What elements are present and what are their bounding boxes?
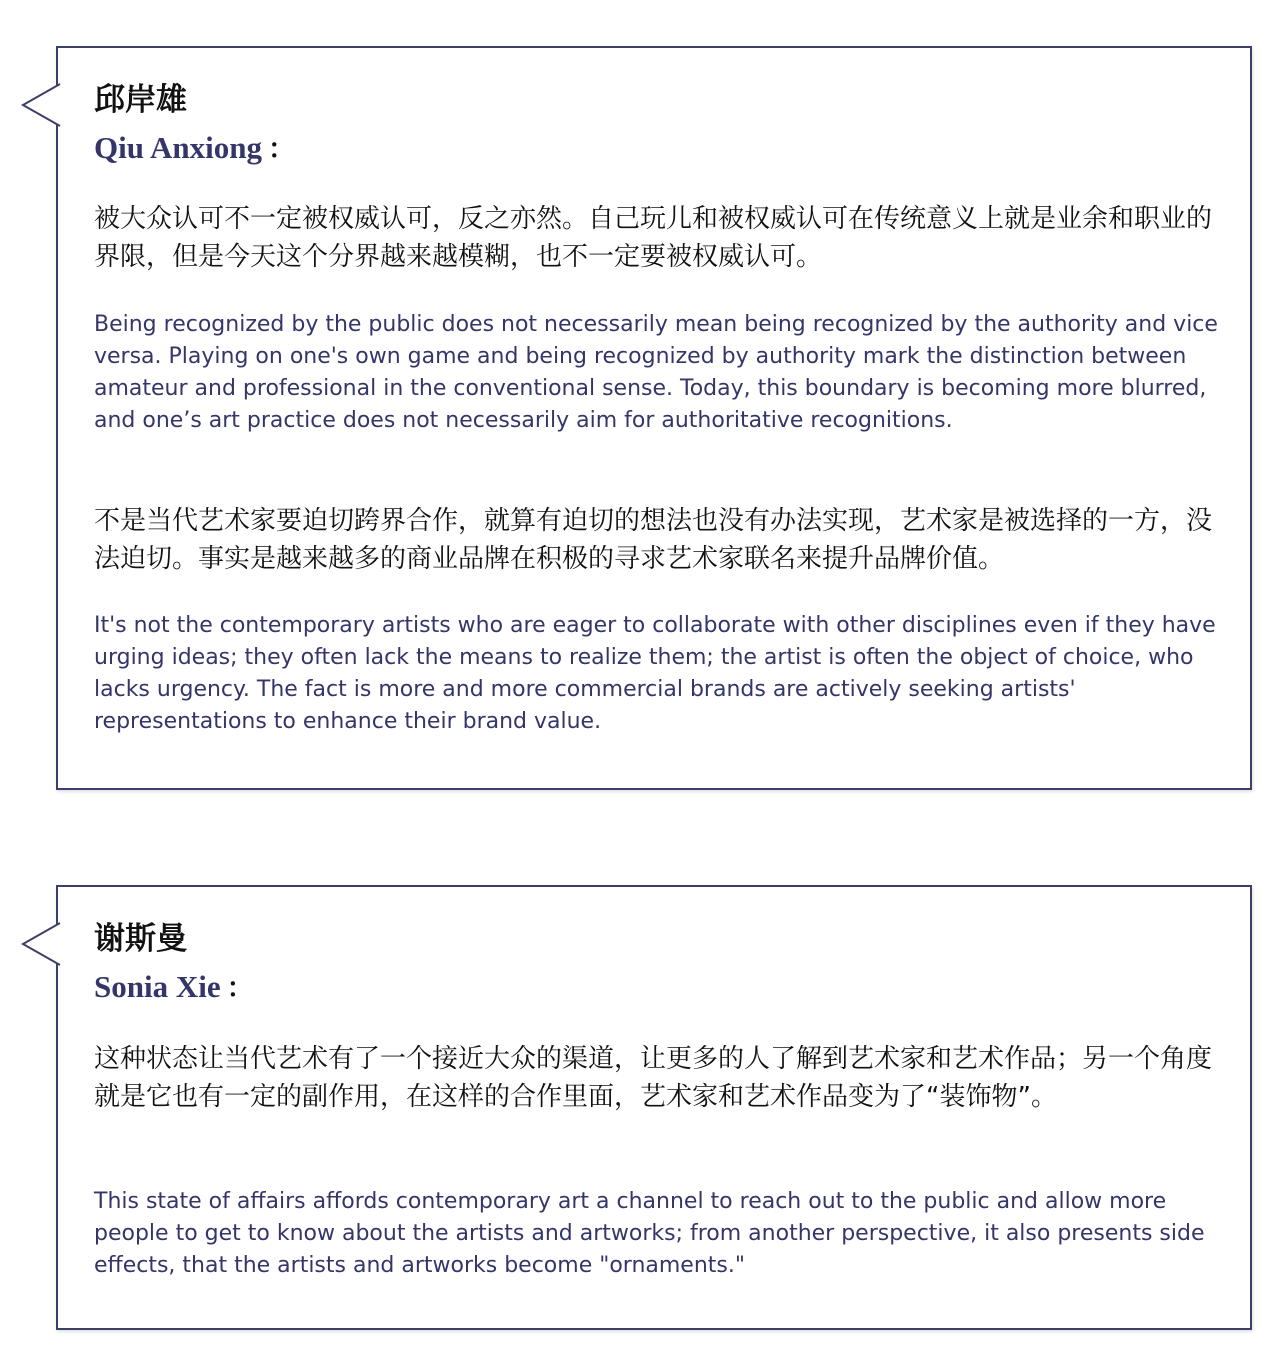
speech-pointer-icon bbox=[22, 84, 60, 126]
speaker-name-row bbox=[94, 967, 254, 1012]
quote-chinese-paragraph: 不是当代艺术家要迫切跨界合作，就算有迫切的想法也没有办法实现，艺术家是被选择的一方，没法迫切。事实是越来越多的商业品牌在积极的寻求艺术家联名来提升品牌价值。 bbox=[94, 506, 1213, 574]
quote-card-sonia-xie bbox=[56, 885, 1252, 1330]
quote-chinese-paragraph: 被大众认可不一定被权威认可，反之亦然。自己玩儿和被权威认可在传统意义上就是业余和职业的界限，但是今天这个分界越来越模糊，也不一定要被权威认可。 bbox=[94, 204, 1213, 272]
quote-english-paragraph: This state of affairs affords contemporary art a channel to reach out to the public and allow more people to get to know about the artists and artworks; from another perspective, it also presents side effects, that the artists and artworks become "ornaments." bbox=[94, 1189, 1205, 1278]
speaker-name-english: Sonia Xie bbox=[94, 969, 221, 1004]
speech-pointer-icon bbox=[22, 923, 60, 965]
speaker-name-english: Qiu Anxiong bbox=[94, 130, 262, 165]
speaker-name-chinese: 谢斯曼 bbox=[94, 921, 187, 957]
speaker-name-row bbox=[94, 128, 295, 173]
name-colon: ： bbox=[268, 134, 295, 165]
quote-chinese-paragraph: 这种状态让当代艺术有了一个接近大众的渠道，让更多的人了解到艺术家和艺术作品；另一个角度就是它也有一定的副作用，在这样的合作里面，艺术家和艺术作品变为了“装饰物”。 bbox=[94, 1044, 1213, 1112]
name-colon: ： bbox=[226, 973, 254, 1004]
speaker-name-chinese: 邱岸雄 bbox=[94, 82, 187, 118]
quote-english-paragraph: Being recognized by the public does not necessarily mean being recognized by the authority and vice versa. Playing on one's own game and being recognized by authority mark the distinction between amateur and professional in the conventional sense. Today, this boundary is becoming more blurred, and one’s art practice does not necessarily aim for authoritative recognitions. bbox=[94, 312, 1218, 433]
quote-english-paragraph: It's not the contemporary artists who are eager to collaborate with other disciplines even if they have urging ideas; they often lack the means to realize them; the artist is often the object of choice, who lacks urgency. The fact is more and more commercial brands are actively seeking artists' representations to enhance their brand value. bbox=[94, 613, 1216, 734]
quote-card-qiu-anxiong bbox=[56, 46, 1252, 790]
